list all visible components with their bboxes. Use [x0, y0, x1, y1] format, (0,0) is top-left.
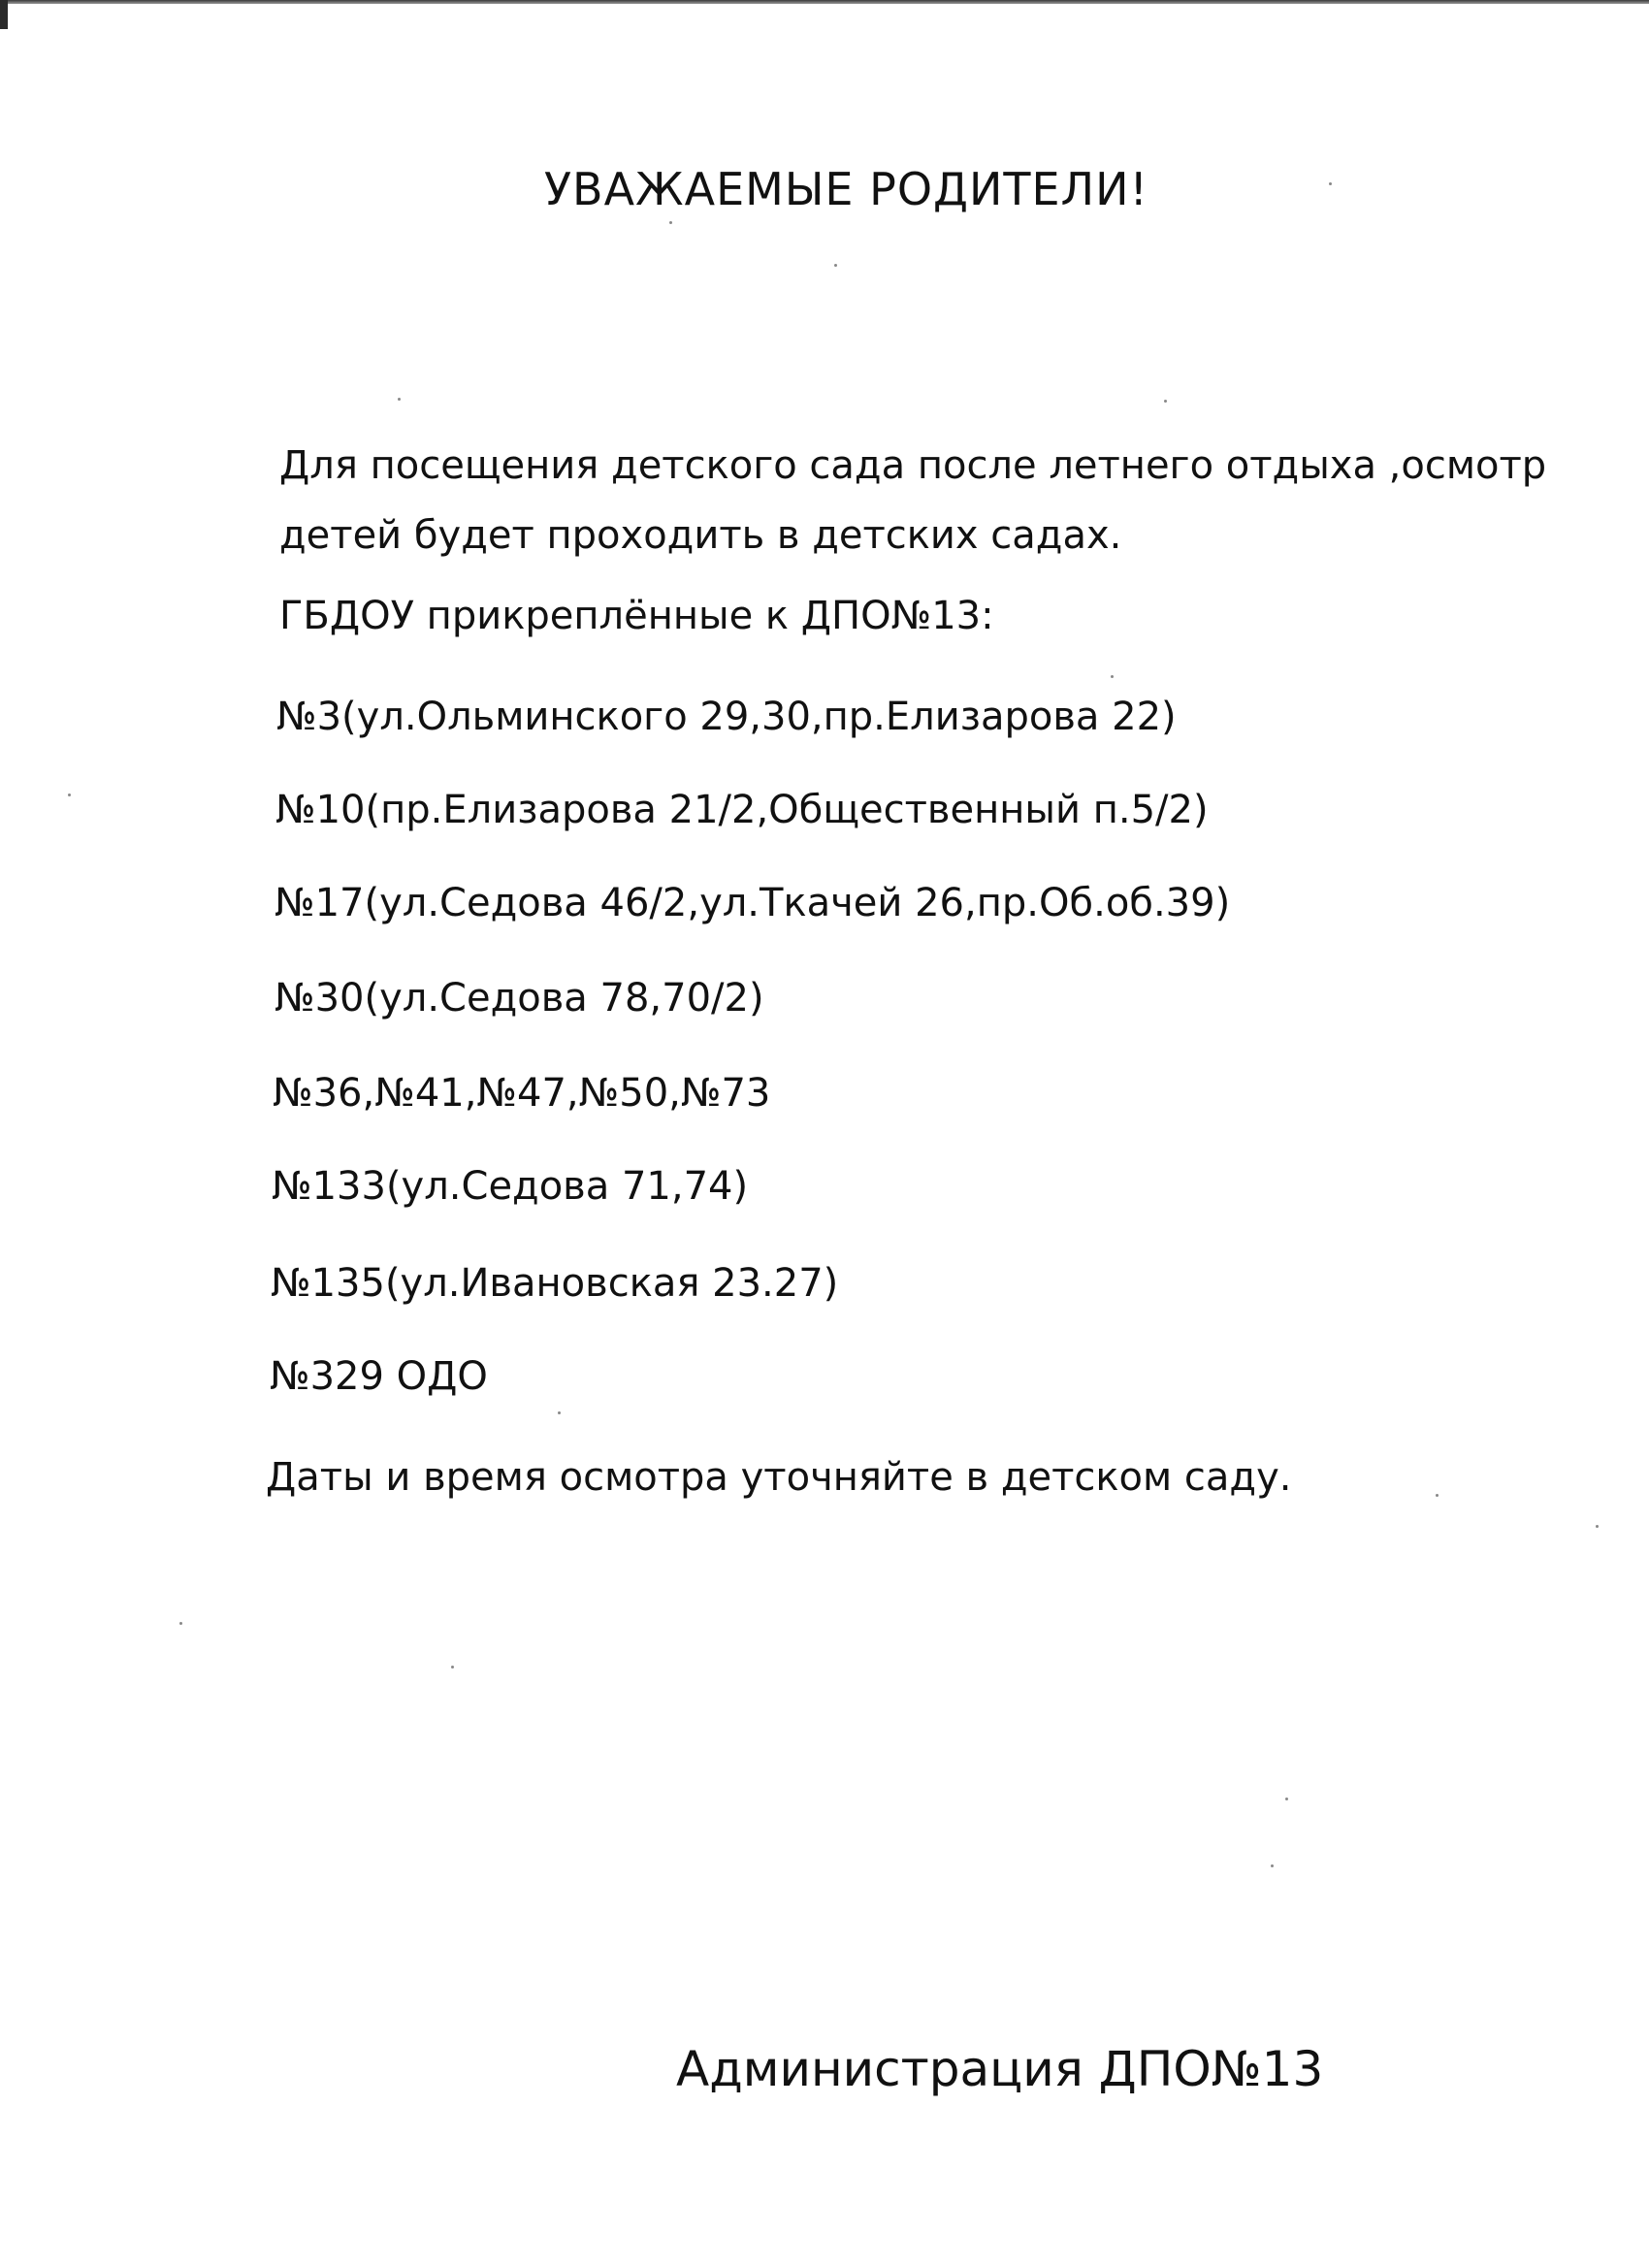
- kindergarten-item: №36,№41,№47,№50,№73: [273, 1071, 771, 1116]
- scan-speck: [68, 794, 71, 796]
- scan-edge-top: [0, 0, 1649, 4]
- kindergarten-item: №133(ул.Седова 71,74): [272, 1164, 749, 1209]
- scan-speck: [398, 398, 401, 401]
- scan-speck: [1596, 1525, 1599, 1528]
- scan-speck: [179, 1622, 182, 1625]
- intro-paragraph: [279, 431, 1560, 570]
- scan-speck: [558, 1411, 561, 1414]
- closing-note: Даты и время осмотра уточняйте в детском саду.: [266, 1455, 1292, 1500]
- scan-speck: [1285, 1798, 1288, 1800]
- intro-line: Для посещения детского сада после летнего отдыха ,осмотр: [279, 443, 1547, 488]
- scan-speck: [1436, 1494, 1439, 1497]
- kindergarten-item: №30(ул.Седова 78,70/2): [275, 976, 764, 1021]
- scan-speck: [1271, 1864, 1274, 1867]
- kindergarten-item: №135(ул.Ивановская 23.27): [271, 1261, 839, 1306]
- kindergarten-item: №17(ул.Седова 46/2,ул.Ткачей 26,пр.Об.об.39): [275, 881, 1231, 925]
- scan-speck: [1164, 400, 1167, 403]
- scan-edge-left: [0, 0, 8, 29]
- scan-speck: [1111, 675, 1114, 678]
- notice-title: УВАЖАЕМЫЕ РОДИТЕЛИ!: [544, 163, 1148, 215]
- kindergarten-item: №329 ОДО: [270, 1354, 488, 1399]
- intro-line: детей будет проходить в детских садах.: [279, 513, 1122, 558]
- scan-speck: [834, 264, 837, 267]
- attached-heading: ГБДОУ прикреплённые к ДПО№13:: [279, 594, 994, 638]
- kindergarten-item: №10(пр.Елизарова 21/2,Общественный п.5/2): [275, 788, 1209, 832]
- scan-speck: [669, 221, 672, 224]
- scan-speck: [451, 1666, 454, 1669]
- signature: Администрация ДПО№13: [676, 2041, 1324, 2097]
- kindergarten-item: №3(ул.Ольминского 29,30,пр.Елизарова 22): [276, 695, 1177, 739]
